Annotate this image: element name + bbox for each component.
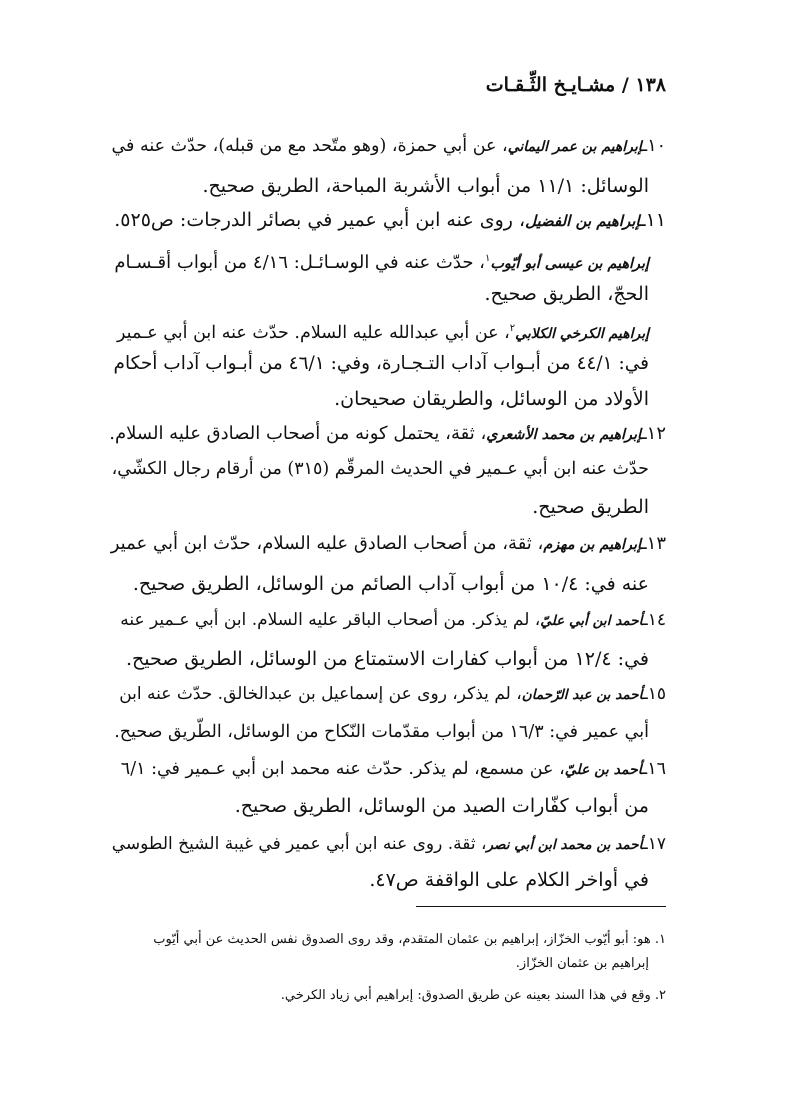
entry-line <box>334 385 649 413</box>
entry-line <box>111 530 666 559</box>
narrator-name: إبراهيم الكرخي الكلابي <box>515 325 649 342</box>
entry-line <box>112 830 666 859</box>
entry-text: ، لم يذكر، روى عن إسماعيل بن عبدالخالق. حدّث عنه ابن <box>119 684 522 704</box>
entry-number: ١١ـ <box>640 209 666 231</box>
entry-text: ، ثقة، يحتمل كونه من أصحاب الصادق عليه السلام. <box>109 423 487 444</box>
entry-line <box>117 315 649 348</box>
entry-line <box>121 755 666 784</box>
narrator-name: إبراهيم بن عمر اليماني <box>507 139 643 155</box>
entry-line <box>235 792 649 820</box>
entry-text: الأولاد من الوسائل، والطريقان صحيحان. <box>334 388 649 410</box>
entry-text: ، حدّث عنه في الوسـائـل: ٤/١٦ من أبواب أقـسـام <box>114 252 485 273</box>
entry-text: ، روى عنه ابن أبي عمير في بصائر الدرجات: ص٥٢٥. <box>114 209 526 231</box>
narrator-name: إبراهيم بن الفضيل <box>525 212 640 230</box>
entry-text: في أواخر الكلام على الواقفة ص٤٧. <box>369 869 649 891</box>
narrator-name: أحمد بن محمد ابن أبي نصر <box>486 837 643 853</box>
footnote-1-line-2: إبراهيم بن عثمان الخزّاز. <box>515 956 649 971</box>
narrator-name: أحمد بن عبد الرّحمان <box>521 687 643 703</box>
entry-line <box>126 645 649 673</box>
entry-text: في: ٤٤/١ من أبـواب آداب التـجـارة، وفي: ٤٦/١ من أبـواب آداب أحكام <box>113 353 649 374</box>
entry-number: ١٦ـ <box>642 759 666 779</box>
entry-text: الوسائل: ١١/١ من أبواب الأشربة المباحة، الطريق صحيح. <box>202 175 649 197</box>
entry-line <box>114 718 649 746</box>
entry-text: ، عن مسمع، لم يذكر. حدّث عنه محمد ابن أبي عـمير في: ٦/١ <box>120 759 565 779</box>
entry-text: الحجّ، الطريق صحيح. <box>484 283 649 305</box>
entry-line <box>119 680 666 709</box>
narrator-name: إبراهيم بن عيسى أبو أيّوب <box>490 255 649 272</box>
entry-line <box>202 172 649 200</box>
entry-text: حدّث عنه ابن أبي عـمير في الحديث المرقّم (٣١٥) من أرقام رجال الكشّي، <box>111 459 649 479</box>
entry-line <box>369 866 649 894</box>
entry-text: ، ثقة، من أصحاب الصادق عليه السلام، حدّث ابن أبي عمير <box>110 533 544 554</box>
entry-text: الطريق صحيح. <box>532 496 649 518</box>
narrator-name: إبراهيم بن مهزم <box>543 536 642 553</box>
entry-text: عنه في: ١٠/٤ من أبواب آداب الصائم من الوسائل، الطريق صحيح. <box>132 573 649 595</box>
footnote-1-line-1: ١. هو: أبو أيّوب الخزّاز، إبراهيم بن عثمان المتقدم، وقد روى الصدوق نفس الحديث عن أبي أيّوب <box>153 932 666 947</box>
entry-text: من أبواب كفّارات الصيد من الوسائل، الطريق صحيح. <box>234 795 649 817</box>
narrator-name: أحمد ابن أبي عليّ <box>540 613 643 629</box>
footnote-separator <box>416 906 666 907</box>
entry-line <box>111 132 666 161</box>
entry-number: ١٠ـ <box>642 136 666 156</box>
entry-line <box>484 280 649 308</box>
page-header: ١٣٨ / مشـايـخ الثِّـقـات <box>485 74 666 96</box>
narrator-name: إبراهيم بن محمد الأشعري <box>486 426 642 443</box>
footnote-ref: ٢ <box>509 323 516 334</box>
entry-text: في: ١٢/٤ من أبواب كفارات الاستمتاع من الوسائل، الطريق صحيح. <box>125 648 649 670</box>
entry-text: ، عن أبي حمزة، (وهو متّحد مع من قبله)، حدّث عنه في <box>111 136 508 156</box>
entry-line <box>532 493 649 521</box>
entry-number: ١٤ـ <box>642 610 666 630</box>
entry-text: ، ثقة. روى عنه ابن أبي عمير في غيبة الشيخ الطوسي <box>111 834 487 854</box>
entry-line <box>109 420 666 449</box>
entry-text: ، عن أبي عبدالله عليه السلام. حدّث عنه ابن أبي عـمير <box>117 322 510 343</box>
entry-number: ١٣ـ <box>641 533 666 554</box>
entry-line <box>114 245 649 278</box>
entry-number: ١٧ـ <box>642 834 666 854</box>
footnote-2: ٢. وقع في هذا السند بعينه عن طريق الصدوق: إبراهيم أبي زياد الكرخي. <box>280 988 666 1003</box>
narrator-name: أحمد بن عليّ <box>564 762 643 778</box>
footnote-ref: ١ <box>484 253 491 264</box>
entry-line <box>120 606 666 635</box>
entry-text: ، لم يذكر. من أصحاب الباقر عليه السلام. ابن أبي عـمير عنه <box>120 610 541 630</box>
entry-line <box>112 455 649 483</box>
entry-line <box>114 350 649 378</box>
entry-number: ١٢ـ <box>641 423 666 444</box>
entry-line <box>114 206 666 235</box>
entry-number: ١٥ـ <box>642 684 666 704</box>
entry-text: أبي عمير في: ١٦/٣ من أبواب مقدّمات النّكاح من الوسائل، الطّريق صحيح. <box>114 722 649 742</box>
entry-line <box>133 570 649 598</box>
